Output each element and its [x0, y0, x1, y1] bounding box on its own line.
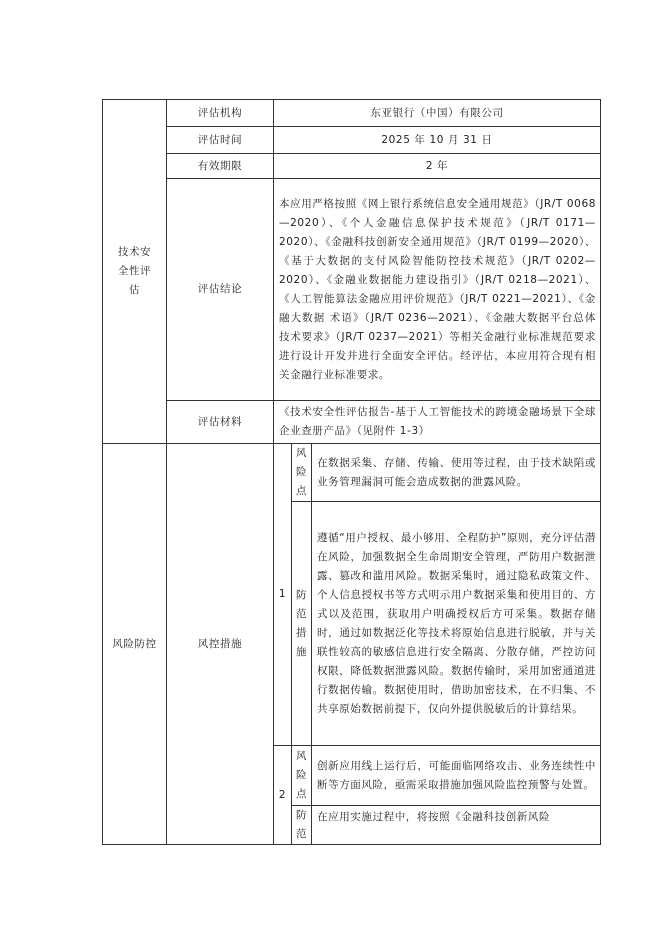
value-assessment-org: 东亚银行（中国）有限公司: [274, 100, 601, 127]
label-conclusion: 评估结论: [167, 179, 274, 401]
risk-section-title: 风险防控: [103, 444, 167, 845]
risk-1-measure-label: 防范措施: [292, 502, 312, 746]
risk-1-point-text: 在数据采集、存储、传输、使用等过程，由于技术缺陷或业务管理漏洞可能会造成数据的泄露风险。: [312, 444, 601, 502]
row-assessment-org: [103, 100, 601, 127]
label-assessment-date: 评估时间: [167, 127, 274, 154]
risk-section-subtitle: 风控措施: [167, 444, 274, 845]
tech-section-title: 技术安全性评估: [103, 100, 167, 444]
risk-2-measure-label: 防范: [292, 806, 312, 845]
risk-2-point-label: 风险点: [292, 746, 312, 806]
label-assessment-org: 评估机构: [167, 100, 274, 127]
risk-1-measure-text: 遵循“用户授权、最小够用、全程防护”原则，充分评估潜在风险，加强数据全生命周期安全管理，严防用户数据泄露、篡改和滥用风险。数据采集时，通过隐私政策文件、个人信息授权书等方式明示用户数据采集和使用目的、方式以及范围，获取用户明确授权后方可采集。数据存储时，通过如数据泛化等技术将原始信息进行脱敏，并与关联性较高的敏感信息进行安全隔离、分散存储，严控访问权限，降低数据泄露风险。数据传输时，采用加密通道进行数据传输。数据使用时，借助加密技术，在不归集、不共享原始数据前提下，仅向外提供脱敏后的计算结果。: [312, 502, 601, 746]
label-validity: 有效期限: [167, 154, 274, 179]
row-conclusion: [103, 179, 601, 401]
row-risk-1-point: [103, 444, 601, 502]
assessment-table: [102, 99, 601, 845]
value-validity: 2 年: [274, 154, 601, 179]
risk-1-point-label: 风险点: [292, 444, 312, 502]
value-materials: 《技术安全性评估报告-基于人工智能技术的跨境金融场景下全球企业查册产品》（见附件 1-3）: [274, 401, 601, 444]
risk-2-index: 2: [274, 746, 292, 845]
risk-2-measure-text: 在应用实施过程中，将按照《金融科技创新风险: [312, 806, 601, 845]
value-assessment-date: 2025 年 10 月 31 日: [274, 127, 601, 154]
value-conclusion: 本应用严格按照《网上银行系统信息安全通用规范》（JR/T 0068—2020）、《个人金融信息保护技术规范》（JR/T 0171—2020）、《金融科技创新安全通用规范》（JR/T 0199—2020）、《基于大数据的支付风险智能防控技术规范》（JR/T 0202—2020）、《金融业数据能力建设指引》（JR/T 0218—2021）、《人工智能算法金融应用评价规范》（JR/T 0221—2021）、《金融大数据 术语》（JR/T 0236—2021）、《金融大数据平台总体技术要求》（JR/T 0237—2021）等相关金融行业标准规范要求进行设计开发并进行全面安全评估。经评估，本应用符合现有相关金融行业标准要求。: [274, 179, 601, 401]
row-assessment-date: [103, 127, 601, 154]
row-validity: [103, 154, 601, 179]
risk-2-point-text: 创新应用线上运行后，可能面临网络攻击、业务连续性中断等方面风险，亟需采取措施加强风险监控预警与处置。: [312, 746, 601, 806]
label-materials: 评估材料: [167, 401, 274, 444]
row-materials: [103, 401, 601, 444]
risk-1-index: 1: [274, 444, 292, 746]
